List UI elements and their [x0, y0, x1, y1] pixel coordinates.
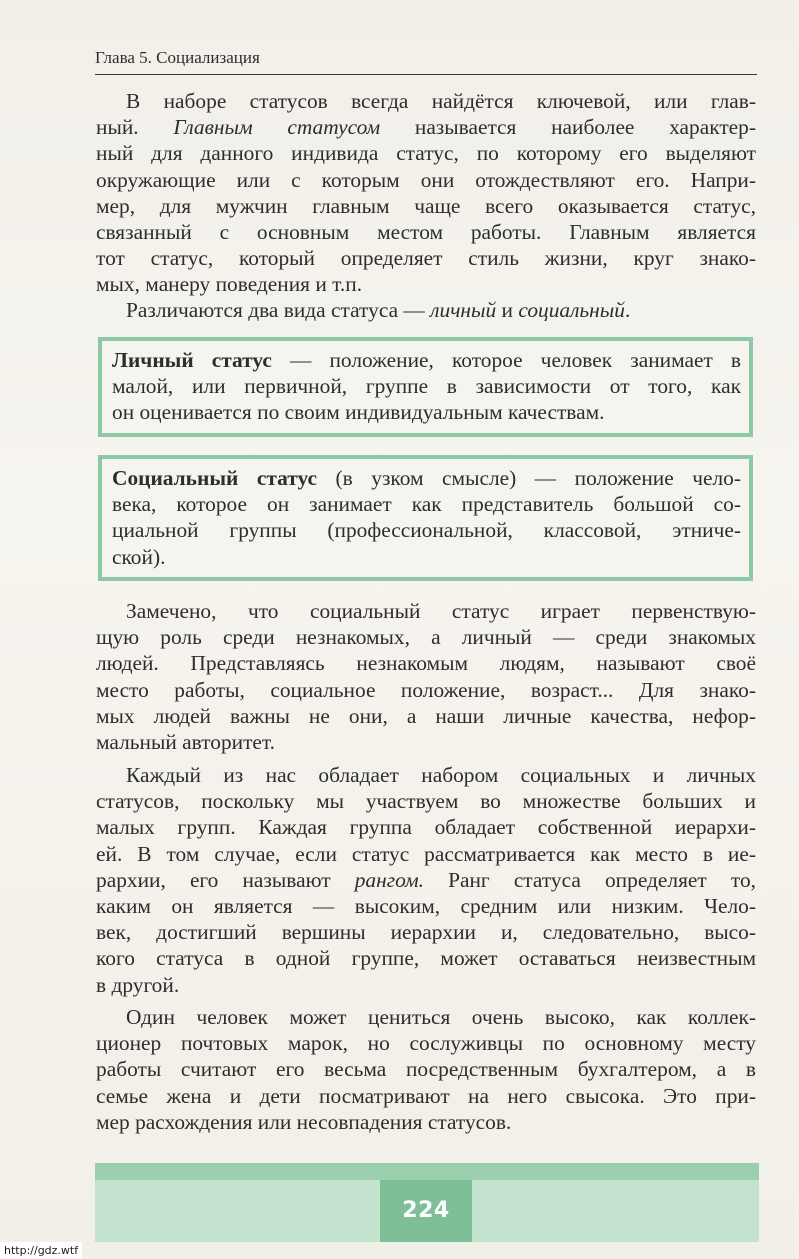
text-line: мальный авторитет.	[96, 730, 276, 755]
text-fragment: и	[496, 298, 519, 322]
definition-term: Личный статус	[112, 348, 272, 372]
text-line: Замечено, что социальный статус играет первенствую-	[126, 599, 756, 623]
text-line: кого статуса в одной группе, может оставаться неизвестным	[96, 946, 756, 971]
text-fragment: (в узком смысле) — положение чело-	[317, 466, 741, 490]
text-line: каким он является — высоким, средним или низким. Чело-	[96, 894, 756, 919]
text-line: мер расхождения или несовпадения статусов.	[96, 1109, 512, 1134]
text-fragment: называется наиболее характер-	[380, 115, 756, 140]
text-line: век, достигший вершины иерархии и, следовательно, высо-	[96, 920, 756, 945]
definition-text	[112, 347, 741, 426]
text-line: ской).	[112, 544, 166, 569]
text-line: Каждый из нас обладает набором социальных и личных	[126, 763, 756, 787]
definition-box-personal-status	[98, 337, 753, 437]
text-fragment: Ранг статуса определяет то,	[423, 867, 756, 892]
footer-band	[95, 1163, 759, 1180]
text-fragment: ный.	[96, 115, 174, 140]
chapter-header: Глава 5. Социализация	[95, 48, 757, 75]
text-line: ный для данного индивида статус, по которому его выделяют	[96, 141, 756, 166]
text-fragment: .	[624, 298, 631, 322]
text-line: В наборе статусов всегда найдётся ключевой, или глав-	[126, 89, 756, 113]
text-line: Один человек может цениться очень высоко, как коллек-	[126, 1005, 756, 1029]
text-line: мых людей важны не они, а наши личные качества, нефор-	[96, 703, 756, 728]
text-line	[112, 347, 741, 373]
text-line	[96, 114, 756, 140]
text-line: людей. Представляясь незнакомым людям, называют своё	[96, 651, 756, 676]
text-line: в другой.	[96, 972, 180, 997]
text-line: ционер почтовых марок, но сослуживцы по основному месту	[96, 1031, 756, 1056]
text-fragment: — положение, которое человек занимает в	[271, 348, 741, 372]
paragraph-rank	[96, 762, 756, 998]
definition-term: Социальный статус	[112, 466, 318, 490]
term-personal: личный	[430, 298, 497, 322]
text-line: ей. В том случае, если статус рассматривается как место в ие-	[96, 841, 756, 866]
definition-box-social-status	[98, 455, 753, 581]
text-line: семье жена и дети посматривают на него свысока. Это при-	[96, 1083, 756, 1108]
definition-text	[112, 465, 741, 570]
text-line: циальной группы (профессиональной, классовой, этниче-	[112, 518, 741, 543]
text-line: работы считают его весьма посредственным бухгалтером, а в	[96, 1057, 756, 1082]
text-line: века, которое он занимает как представитель большой со-	[112, 492, 741, 517]
text-line	[96, 867, 756, 893]
paragraph-two-kinds	[96, 297, 756, 323]
term-main-status: Главным статусом	[173, 115, 381, 140]
text-line	[112, 465, 741, 491]
text-line: щую роль среди незнакомых, а личный — среди знакомых	[96, 625, 756, 650]
page-number: 224	[380, 1180, 472, 1242]
text-fragment: Различаются два вида статуса —	[126, 298, 431, 322]
text-line: он оценивается по своим индивидуальным качествам.	[112, 400, 605, 425]
paragraph-main-status	[96, 88, 756, 298]
text-line: окружающие или с которым они отождествляют его. Напри-	[96, 167, 756, 192]
paragraph-example	[96, 1004, 756, 1135]
text-line: место работы, социальное положение, возраст... Для знако-	[96, 677, 756, 702]
text-line	[96, 297, 756, 323]
text-line: малых групп. Каждая группа обладает собственной иерархи-	[96, 815, 756, 840]
text-fragment: рархии, его называют	[96, 867, 355, 892]
text-line: статусов, поскольку мы участвуем во множестве больших и	[96, 789, 756, 814]
term-rank: рангом.	[354, 867, 424, 892]
text-line: мер, для мужчин главным чаще всего оказывается статус,	[96, 193, 756, 218]
text-line: малой, или первичной, группе в зависимости от того, как	[112, 374, 741, 399]
watermark-link[interactable]: http://gdz.wtf	[0, 1242, 82, 1259]
text-line: мых, манеру поведения и т.п.	[96, 272, 363, 297]
term-social: социальный	[518, 298, 625, 322]
text-line: связанный с основным местом работы. Главным является	[96, 220, 756, 245]
paragraph-observation	[96, 598, 756, 755]
text-line: тот статус, который определяет стиль жизни, круг знако-	[96, 246, 756, 271]
